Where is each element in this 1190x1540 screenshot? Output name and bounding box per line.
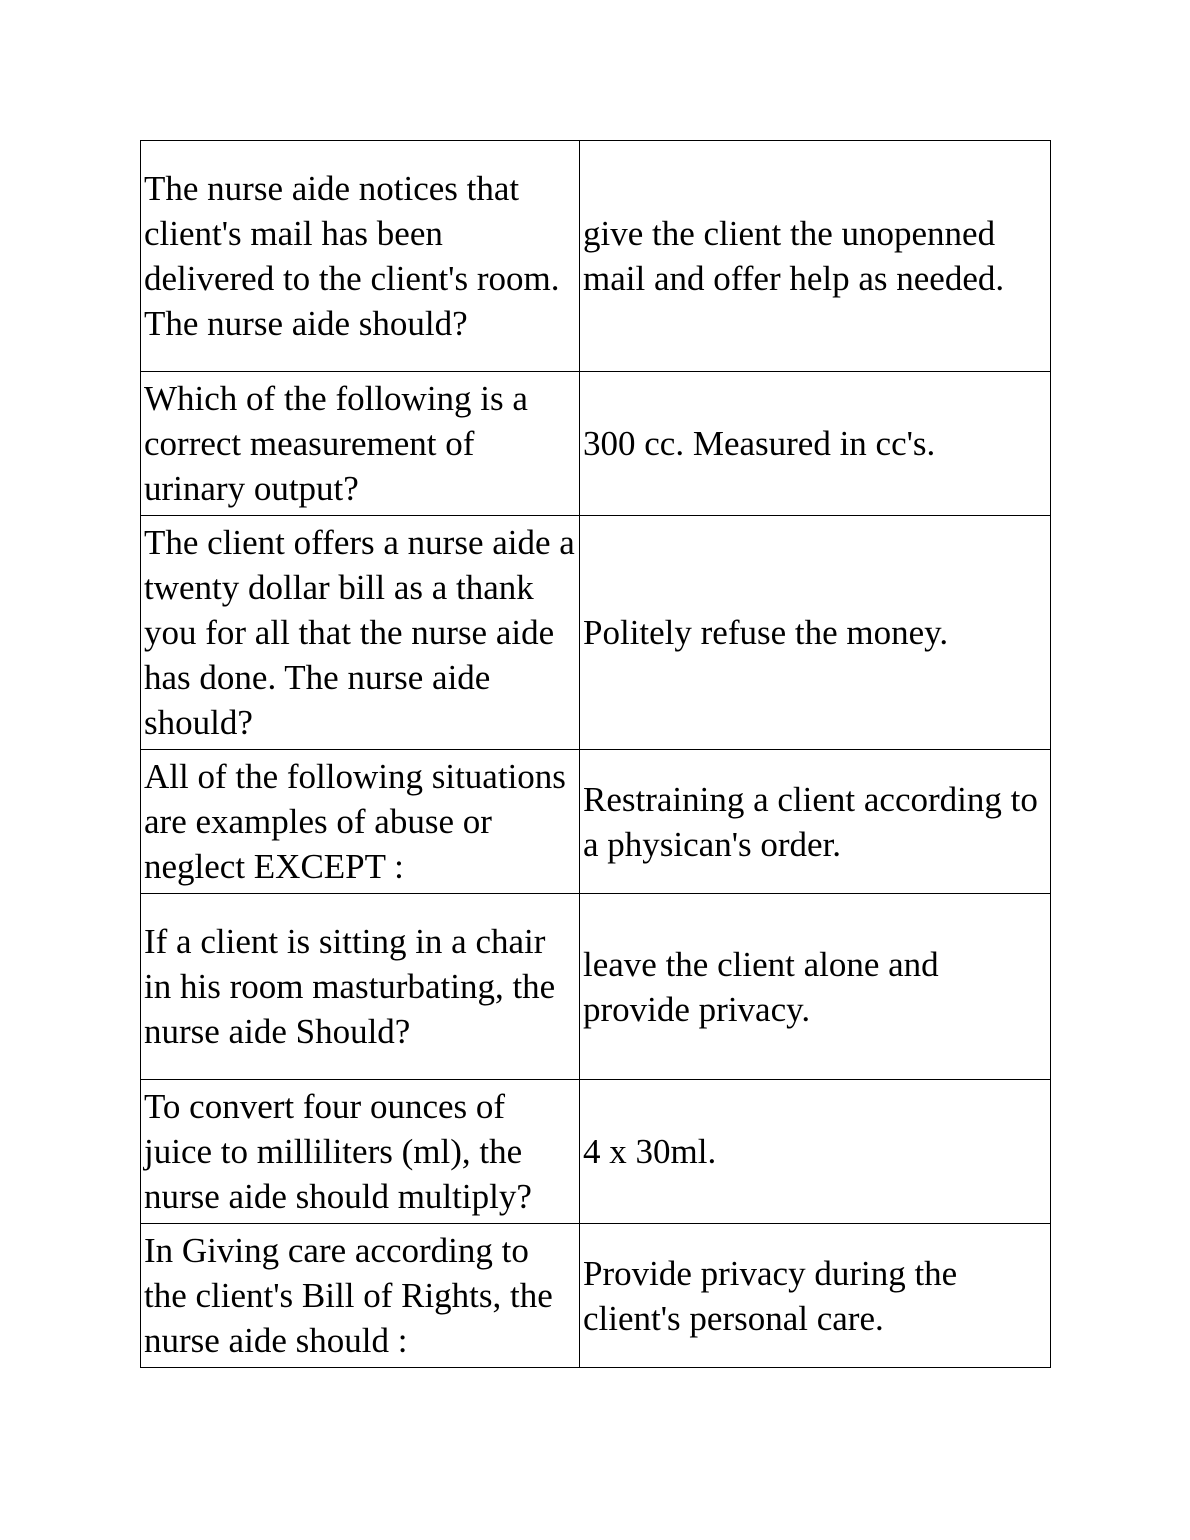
answer-cell: give the client the unopenned mail and offer help as needed.	[580, 141, 1051, 372]
table-row	[141, 894, 1051, 1080]
question-cell: Which of the following is a correct measurement of urinary output?	[141, 372, 580, 516]
answer-cell: Provide privacy during the client's personal care.	[580, 1224, 1051, 1368]
table-row	[141, 141, 1051, 372]
table-row	[141, 1080, 1051, 1224]
table-row	[141, 516, 1051, 750]
answer-cell: 300 cc. Measured in cc's.	[580, 372, 1051, 516]
answer-cell: Politely refuse the money.	[580, 516, 1051, 750]
question-cell: In Giving care according to the client's Bill of Rights, the nurse aide should :	[141, 1224, 580, 1368]
question-cell: The nurse aide notices that client's mail has been delivered to the client's room. The nurse aide should?	[141, 141, 580, 372]
answer-cell: Restraining a client according to a physican's order.	[580, 750, 1051, 894]
question-cell: If a client is sitting in a chair in his room masturbating, the nurse aide Should?	[141, 894, 580, 1080]
table-row	[141, 1224, 1051, 1368]
answer-cell: 4 x 30ml.	[580, 1080, 1051, 1224]
table-row	[141, 372, 1051, 516]
question-cell: The client offers a nurse aide a twenty dollar bill as a thank you for all that the nurse aide has done. The nurse aide should?	[141, 516, 580, 750]
table-row	[141, 750, 1051, 894]
answer-cell: leave the client alone and provide privacy.	[580, 894, 1051, 1080]
question-cell: All of the following situations are examples of abuse or neglect EXCEPT :	[141, 750, 580, 894]
question-cell: To convert four ounces of juice to milliliters (ml), the nurse aide should multiply?	[141, 1080, 580, 1224]
flashcard-table	[140, 140, 1051, 1368]
